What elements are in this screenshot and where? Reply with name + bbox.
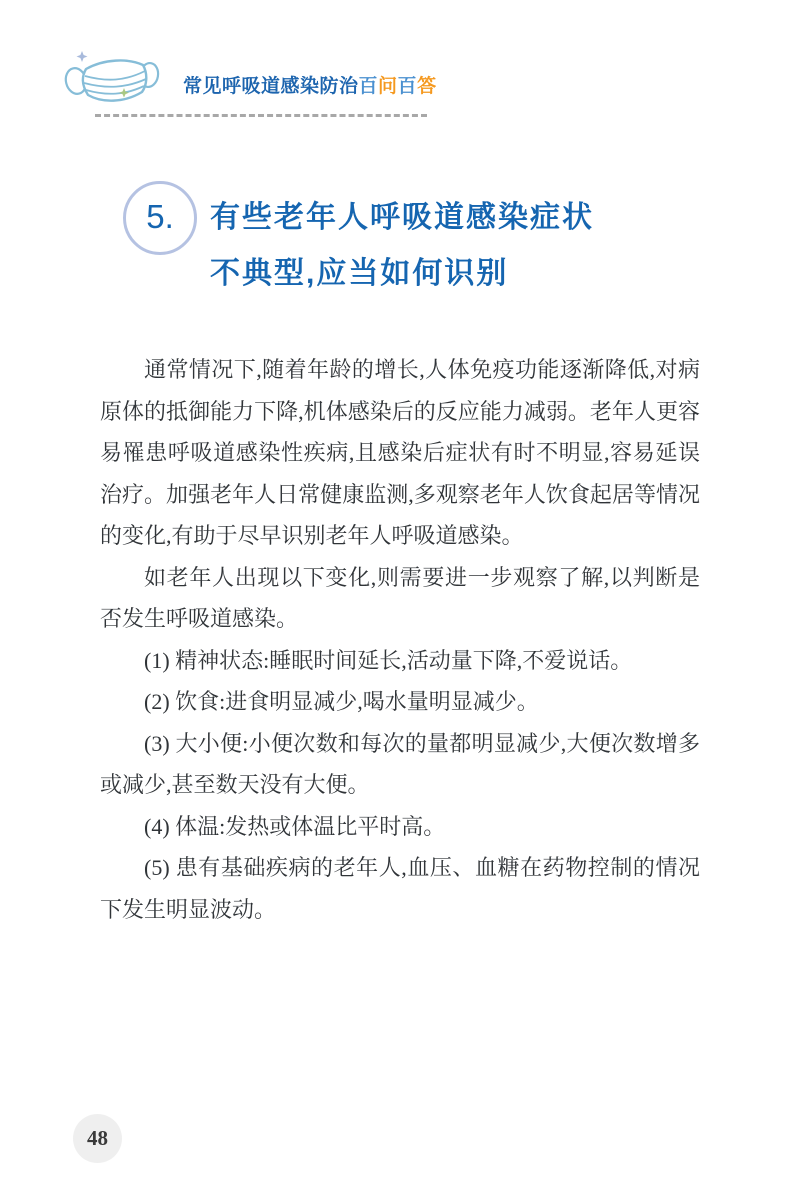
question-number-badge xyxy=(123,181,197,255)
paragraph-lead-in: 如老年人出现以下变化,则需要进一步观察了解,以判断是否发生呼吸道感染。 xyxy=(100,564,700,631)
list-item-temperature: (4) 体温:发热或体温比平时高。 xyxy=(144,813,446,839)
page-number: 48 xyxy=(87,1126,108,1150)
question-title xyxy=(210,190,730,302)
book-title-suffix-char: 百 xyxy=(397,76,418,97)
question-title-line2: 不典型,应当如何识别 xyxy=(210,257,509,290)
book-title-suffix-char: 问 xyxy=(378,76,398,97)
face-mask-icon xyxy=(62,50,162,115)
book-title xyxy=(183,71,437,98)
paragraph-intro: 通常情况下,随着年龄的增长,人体免疫功能逐渐降低,对病原体的抵御能力下降,机体感染后的反应能力减弱。老年人更容易罹患呼吸道感染性疾病,且感染后症状有时不明显,容易延误治疗。加强老年人日常健康监测,多观察老年人饮食起居等情况的变化,有助于尽早识别老年人呼吸道感染。 xyxy=(100,357,700,548)
question-number: 5. xyxy=(146,198,174,235)
book-title-suffix-char: 答 xyxy=(417,76,437,97)
question-answer-body xyxy=(100,349,700,930)
list-item-excretion: (3) 大小便:小便次数和每次的量都明显减少,大便次数增多或减少,甚至数天没有大便。 xyxy=(100,730,700,797)
book-title-suffix-char: 百 xyxy=(358,76,379,97)
list-item-mental-state: (1) 精神状态:睡眠时间延长,活动量下降,不爱说话。 xyxy=(144,647,633,673)
list-item-diet: (2) 饮食:进食明显减少,喝水量明显减少。 xyxy=(144,689,539,714)
book-title-main: 常见呼吸道感染防治 xyxy=(183,76,359,97)
header-dashed-divider xyxy=(95,114,427,117)
question-title-line1: 有些老年人呼吸道感染症状 xyxy=(210,201,594,234)
list-item-chronic-disease: (5) 患有基础疾病的老年人,血压、血糖在药物控制的情况下发生明显波动。 xyxy=(100,855,700,922)
page-number-badge xyxy=(73,1114,122,1163)
